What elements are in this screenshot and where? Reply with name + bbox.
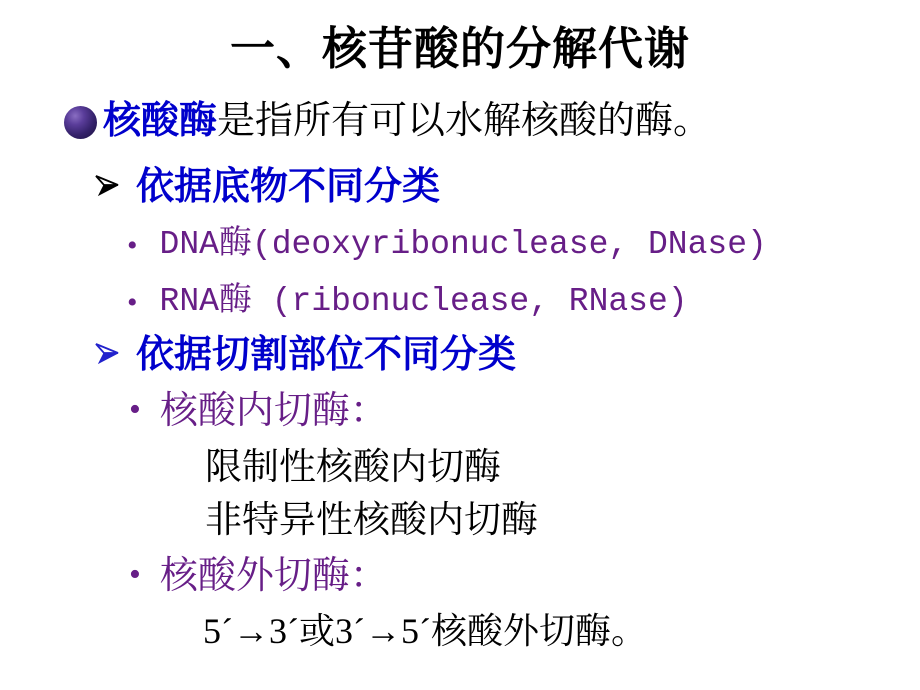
exonuclease-sub-line [203,613,647,651]
arrow-bullet-icon [93,173,121,198]
dna-enzyme-line [127,228,767,263]
dot-bullet-icon: • [127,229,138,262]
dot-bullet-icon: • [129,391,141,428]
endonuclease-label: 核酸内切酶： [159,390,388,432]
classification-substrate-heading: 依据底物不同分类 [136,166,441,208]
arrow-bullet-icon [93,341,121,366]
slide-title: 一、核苷酸的分解代谢 [229,23,690,74]
exonuclease-label: 核酸外切酶： [159,555,388,597]
intro-line [64,102,711,142]
endonuclease-sub-line [205,449,501,488]
restriction-endonuclease-text: 限制性核酸内切酶 [205,447,501,488]
nonspecific-endonuclease-text: 非特异性核酸内切酶 [205,500,538,541]
exonuclease-direction-text: 5´→3´或3´→5´核酸外切酶。 [203,611,647,651]
sphere-bullet-icon [64,106,97,139]
classification-cutsite-heading: 依据切割部位不同分类 [136,334,517,376]
dot-bullet-icon: • [129,556,141,593]
dna-enzyme-text: DNA酶(deoxyribonuclease, DNase) [159,226,767,263]
rna-enzyme-line [127,285,688,320]
classification-cutsite-heading-line [93,336,516,376]
exonuclease-line [129,557,388,597]
endonuclease-sub-line [205,502,538,541]
intro-text: 是指所有可以水解核酸的酶。 [217,100,712,142]
rna-enzyme-text: RNA酶 (ribonuclease, RNase) [159,283,688,320]
intro-term: 核酸酶 [103,100,218,142]
dot-bullet-icon: • [127,286,138,319]
endonuclease-line [129,392,388,432]
classification-substrate-heading-line [93,168,440,208]
